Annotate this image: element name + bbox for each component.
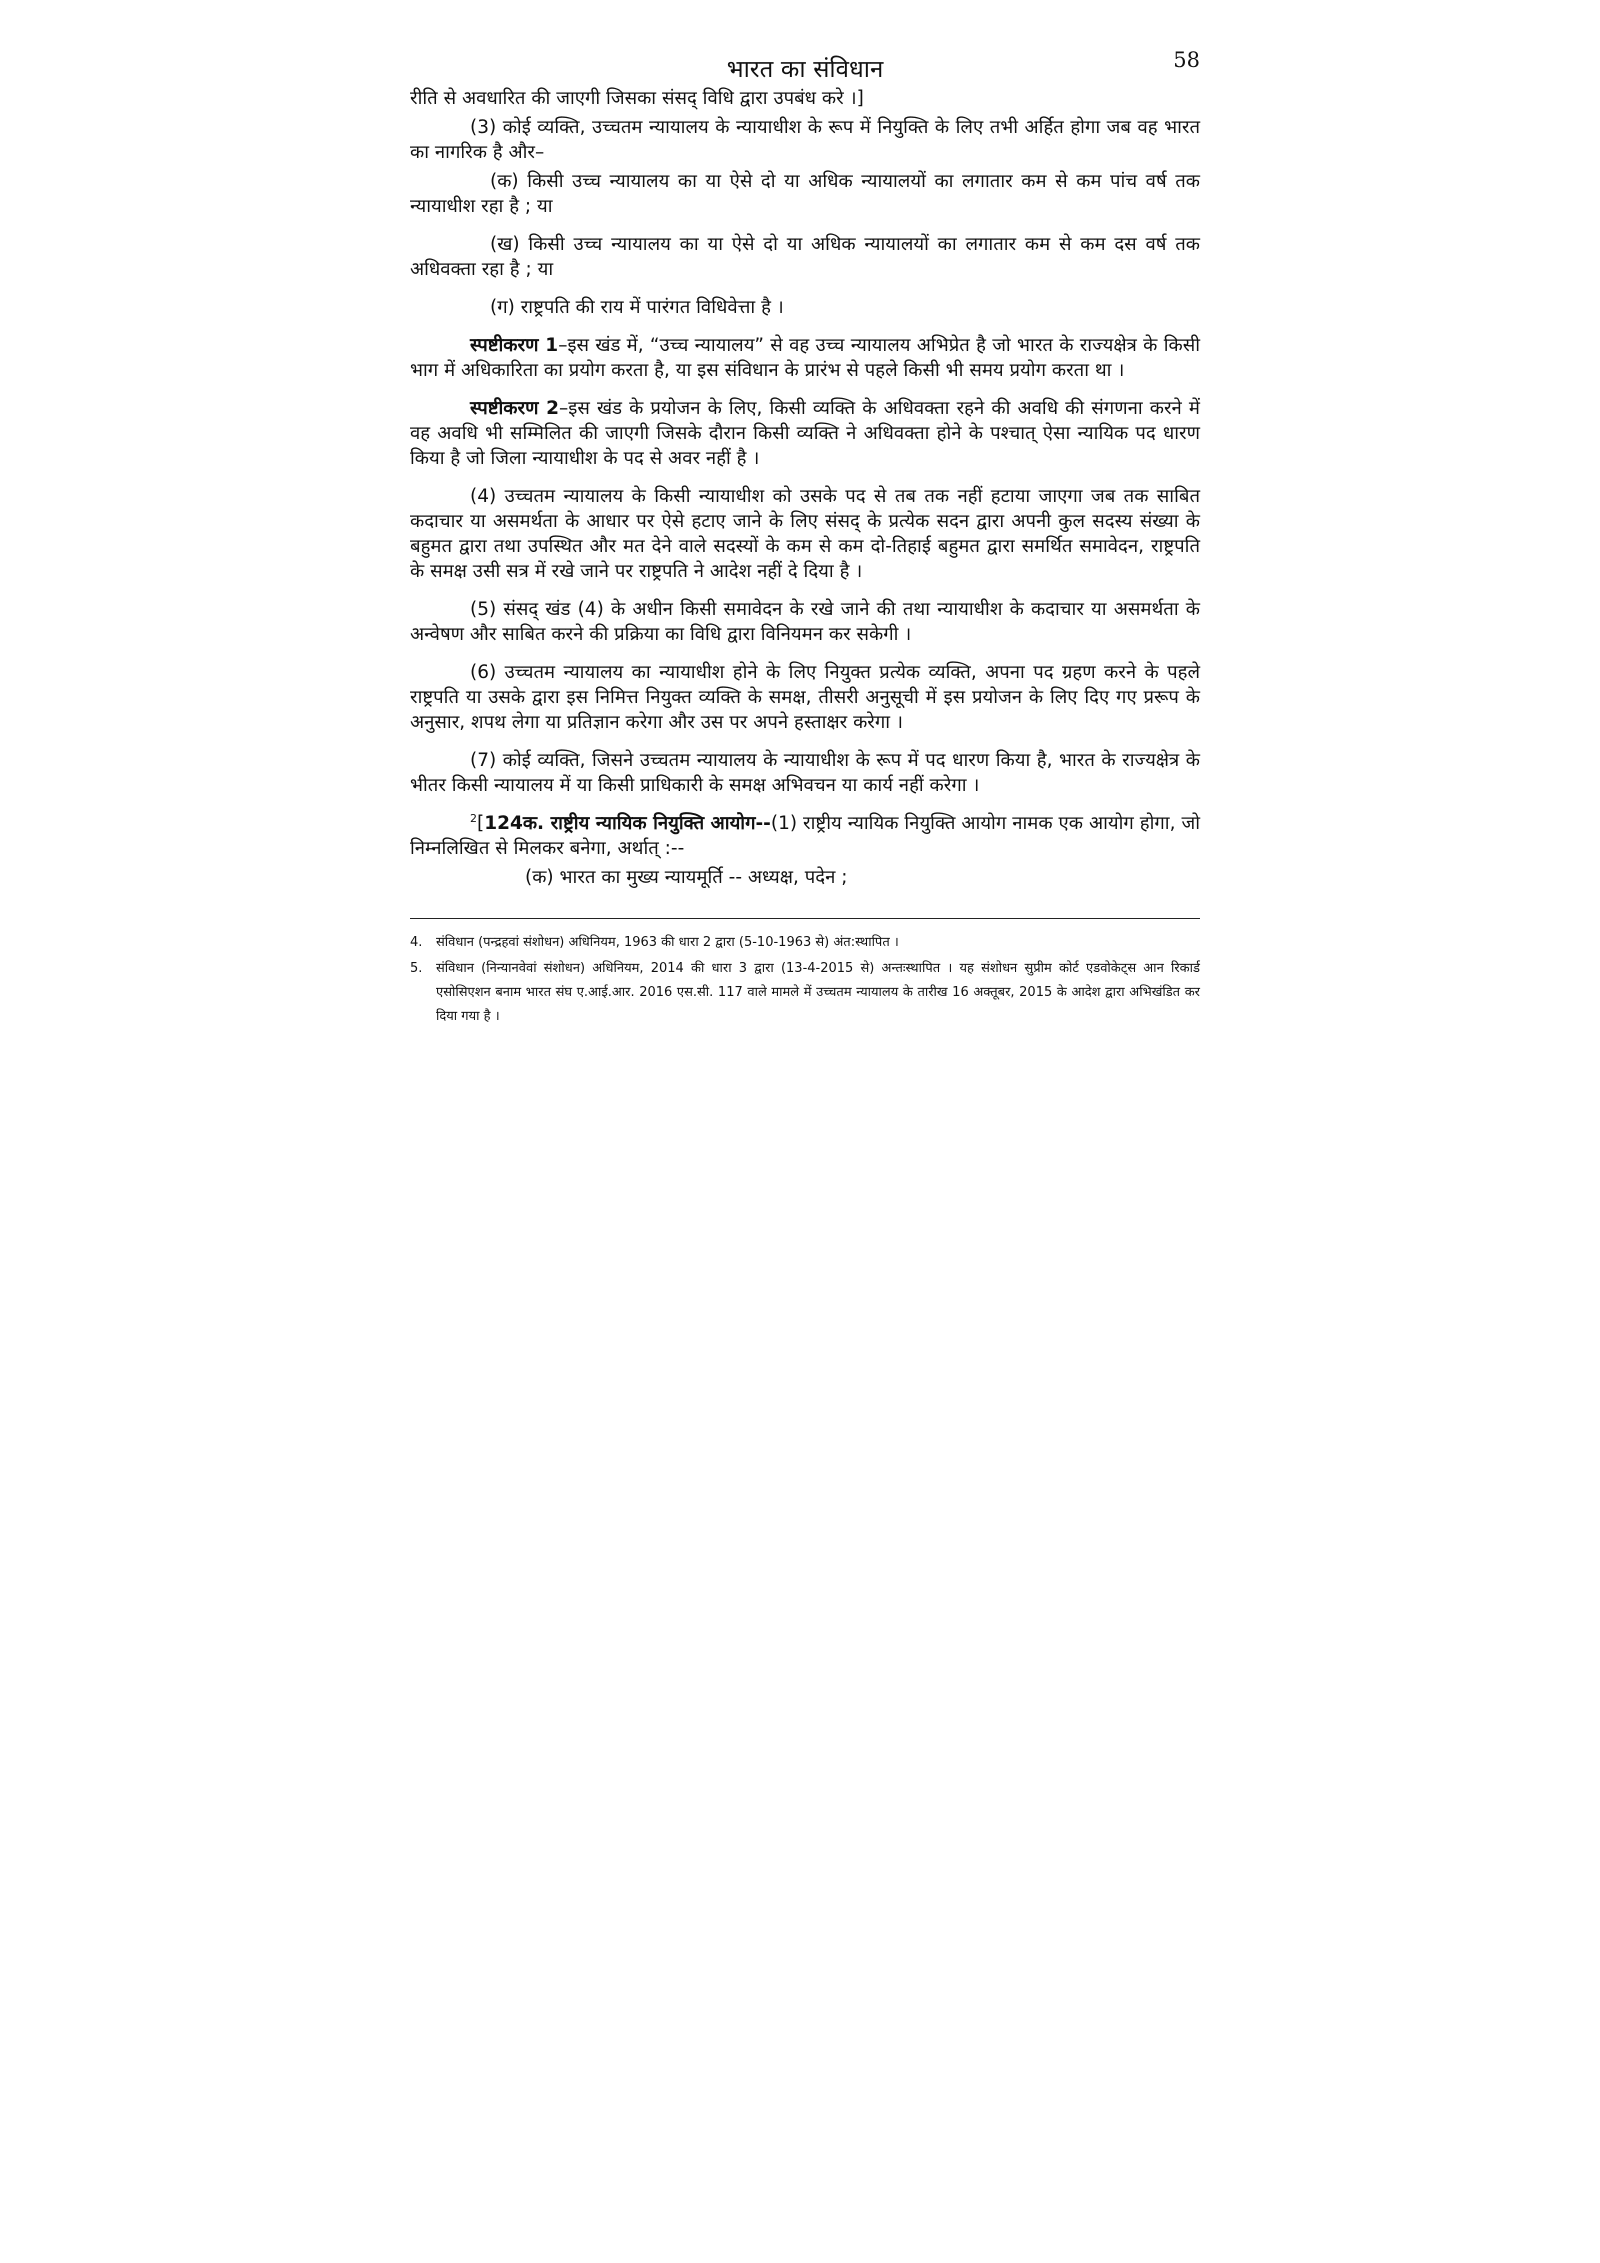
page-header	[410, 40, 1200, 86]
clause-3-ka: (क) किसी उच्च न्यायालय का या ऐसे दो या अधिक न्यायालयों का लगातार कम से कम पांच वर्ष तक न्यायाधीश रहा है ; या	[410, 171, 1200, 217]
paragraph-continuation: रीति से अवधारित की जाएगी जिसका संसद् विधि द्वारा उपबंध करे ।]	[410, 88, 864, 109]
explanation-1-text: –इस खंड में, “उच्च न्यायालय” से वह उच्च न्यायालय अभिप्रेत है जो भारत के राज्यक्षेत्र के किसी भाग में अधिकारिता का प्रयोग करता है, या इस संविधान के प्रारंभ से पहले किसी भी समय प्रयोग करता था ।	[410, 335, 1200, 381]
footnotes	[410, 931, 1200, 1029]
footnote-text: संविधान (निन्यानवेवां संशोधन) अधिनियम, 2014 की धारा 3 द्वारा (13-4-2015 से) अन्तःस्थापित । यह संशोधन सुप्रीम कोर्ट एडवोकेट्स आन रिकार्ड एसोसिएशन बनाम भारत संघ ए.आई.आर. 2016 एस.सी. 117 वाले मामले में उच्चतम न्यायालय के तारीख 16 अक्तूबर, 2015 के आदेश द्वारा अभिखंडित कर दिया गया है ।	[436, 961, 1200, 1024]
explanation-2-text: –इस खंड के प्रयोजन के लिए, किसी व्यक्ति के अधिवक्ता रहने की अवधि की संगणना करने में वह अवधि भी सम्मिलित की जाएगी जिसके दौरान किसी व्यक्ति ने अधिवक्ता होने के पश्चात् ऐसा न्यायिक पद धारण किया है जो जिला न्यायाधीश के पद से अवर नहीं है ।	[410, 398, 1200, 469]
footnote-mark: 5.	[410, 961, 423, 976]
page-number: 58	[1173, 48, 1200, 72]
footnote-item	[410, 931, 1200, 955]
explanation-1	[410, 333, 1200, 383]
clause-7: (7) कोई व्यक्ति, जिसने उच्चतम न्यायालय के न्यायाधीश के रूप में पद धारण किया है, भारत के राज्यक्षेत्र के भीतर किसी न्यायालय में या किसी प्राधिकारी के समक्ष अभिवचन या कार्य नहीं करेगा ।	[410, 750, 1200, 796]
footnote-ref: 2	[470, 811, 477, 825]
explanation-2	[410, 396, 1200, 471]
clause-4: (4) उच्चतम न्यायालय के किसी न्यायाधीश को उसके पद से तब तक नहीं हटाया जाएगा जब तक साबित कदाचार या असमर्थता के आधार पर ऐसे हटाए जाने के लिए संसद् के प्रत्येक सदन द्वारा अपनी कुल सदस्य संख्या के बहुमत द्वारा तथा उपस्थित और मत देने वाले सदस्यों के कम से कम दो-तिहाई बहुमत द्वारा समर्थित समावेदन, राष्ट्रपति के समक्ष उसी सत्र में रखे जाने पर राष्ट्रपति ने आदेश नहीं दे दिया है ।	[410, 486, 1200, 582]
article-text: (1) राष्ट्रीय न्यायिक नियुक्ति आयोग नामक एक आयोग होगा, जो निम्नलिखित से मिलकर बनेगा, अर्थात् :--	[410, 813, 1200, 859]
footnote-item	[410, 957, 1200, 1029]
clause-3-ga: (ग) राष्ट्रपति की राय में पारंगत विधिवेत्ता है ।	[490, 297, 784, 318]
clause-3: (3) कोई व्यक्ति, उच्चतम न्यायालय के न्यायाधीश के रूप में नियुक्ति के लिए तभी अर्हित होगा जब वह भारत का नागरिक है और–	[410, 117, 1200, 163]
clause-3-kha: (ख) किसी उच्च न्यायालय का या ऐसे दो या अधिक न्यायालयों का लगातार कम से कम दस वर्ष तक अधिवक्ता रहा है ; या	[410, 234, 1200, 280]
article-124a	[410, 811, 1200, 861]
article-124a-ka: (क) भारत का मुख्य न्यायमूर्ति -- अध्यक्ष, पदेन ;	[525, 867, 848, 888]
footnote-divider	[410, 918, 1200, 919]
clause-5: (5) संसद् खंड (4) के अधीन किसी समावेदन के रखे जाने की तथा न्यायाधीश के कदाचार या असमर्थता के अन्वेषण और साबित करने की प्रक्रिया का विधि द्वारा विनियमन कर सकेगी ।	[410, 599, 1200, 645]
document-page	[410, 40, 1200, 1031]
clause-6: (6) उच्चतम न्यायालय का न्यायाधीश होने के लिए नियुक्त प्रत्येक व्यक्ति, अपना पद ग्रहण करने के पहले राष्ट्रपति या उसके द्वारा इस निमित्त नियुक्त व्यक्ति के समक्ष, तीसरी अनुसूची में इस प्रयोजन के लिए दिए गए प्ररूप के अनुसार, शपथ लेगा या प्रतिज्ञान करेगा और उस पर अपने हस्ताक्षर करेगा ।	[410, 662, 1200, 733]
footnote-mark: 4.	[410, 935, 423, 950]
article-open-bracket: [	[477, 813, 485, 834]
article-heading: 124क. राष्ट्रीय न्यायिक नियुक्ति आयोग--	[484, 813, 771, 834]
footnote-text: संविधान (पन्द्रहवां संशोधन) अधिनियम, 1963 की धारा 2 द्वारा (5-10-1963 से) अंत:स्थापित ।	[436, 935, 899, 950]
explanation-1-label: स्पष्टीकरण 1	[470, 335, 559, 356]
running-title: भारत का संविधान	[726, 55, 884, 83]
explanation-2-label: स्पष्टीकरण 2	[470, 398, 559, 419]
document-body	[410, 86, 1200, 890]
